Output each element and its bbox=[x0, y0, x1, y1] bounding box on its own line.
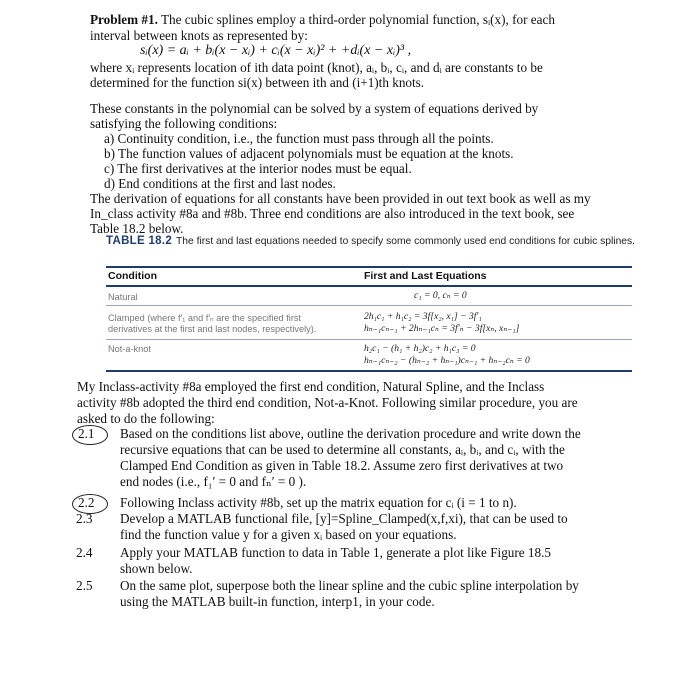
table-row-divider-2 bbox=[106, 339, 632, 340]
table-top-rule bbox=[106, 266, 632, 268]
table-row-clamped-condition: Clamped (where f′₁ and f′ₙ are the specified first derivatives at the first and last nodes, respectively). bbox=[108, 313, 317, 334]
table-row-clamped-eq-2: hₙ₋₁cₙ₋₁ + 2hₙ₋₁cₙ = 3f′ₙ − 3f[xₙ, xₙ₋₁] bbox=[364, 323, 520, 334]
table-row-clamped-eq-1: 2h₁c₁ + h₁c₂ = 3f[x₂, x₁] − 3f′₁ bbox=[364, 311, 482, 322]
inclass-line-3: asked to do the following: bbox=[77, 411, 215, 426]
derivation-line-1: The derivation of equations for all constants have been provided in out text book as well as my bbox=[90, 191, 591, 206]
task-2-1-line-4: end nodes (i.e., f₁′ = 0 and fₙ′ = 0 ). bbox=[120, 474, 307, 489]
task-2-1-line-3: Clamped End Condition as given in Table 18.2. Assume zero first derivatives at two bbox=[120, 458, 564, 473]
condition-item-c: c) The first derivatives at the interior nodes must be equal. bbox=[104, 161, 412, 176]
task-2-1-line-1: Based on the conditions list above, outline the derivation procedure and write down the bbox=[120, 426, 581, 441]
derivation-line-2: In_class activity #8a and #8b. Three end conditions are also introduced in the text book, see bbox=[90, 206, 575, 221]
task-2-2-line-1: Following Inclass activity #8b, set up the matrix equation for cᵢ (i = 1 to n). bbox=[120, 495, 517, 510]
task-2-1-number: 2.1 bbox=[78, 426, 95, 441]
task-2-4-line-1: Apply your MATLAB function to data in Table 1, generate a plot like Figure 18.5 bbox=[120, 545, 551, 560]
table-header-rule bbox=[106, 285, 632, 287]
task-2-4-number: 2.4 bbox=[76, 545, 93, 560]
problem-intro-text: The cubic splines employ a third-order polynomial function, sᵢ(x), for each bbox=[157, 12, 555, 27]
table-row-notaknot-eq-1: h₂c₁ − (h₁ + h₂)c₂ + h₁c₃ = 0 bbox=[364, 343, 476, 354]
task-2-5-number: 2.5 bbox=[76, 578, 93, 593]
problem-intro-line-2: interval between knots as represented by: bbox=[90, 28, 308, 43]
task-2-3-number: 2.3 bbox=[76, 511, 93, 526]
spline-equation: sᵢ(x) = aᵢ + bᵢ(x − xᵢ) + cᵢ(x − xᵢ)² + +dᵢ(x − xᵢ)³ , bbox=[140, 43, 412, 58]
table-row-notaknot-eq-2: hₙ₋₁cₙ₋₂ − (hₙ₋₂ + hₙ₋₁)cₙ₋₁ + hₙ₋₂cₙ = 0 bbox=[364, 355, 530, 366]
condition-item-a: a) Continuity condition, i.e., the function must pass through all the points. bbox=[104, 131, 494, 146]
task-2-1-line-2: recursive equations that can be used to determine all constants, aᵢ, bᵢ, and cᵢ, with the bbox=[120, 442, 565, 457]
task-2-3-line-2: find the function value y for a given xᵢ based on your equations. bbox=[120, 527, 457, 542]
task-2-3-line-1: Develop a MATLAB functional file, [y]=Spline_Clamped(x,f,xi), that can be used to bbox=[120, 511, 568, 526]
conditions-intro-line-1: These constants in the polynomial can be solved by a system of equations derived by bbox=[90, 101, 539, 116]
table-caption-text: The first and last equations needed to specify some commonly used end conditions for cubic splines. bbox=[176, 236, 636, 247]
derivation-line-3: Table 18.2 below. bbox=[90, 221, 184, 236]
task-2-2-number: 2.2 bbox=[78, 495, 95, 510]
table-row-natural-condition: Natural bbox=[108, 292, 138, 302]
inclass-line-2: activity #8b adopted the third end condition, Not-a-Knot. Following similar procedure, you are bbox=[77, 395, 578, 410]
table-bottom-rule bbox=[106, 370, 632, 372]
where-line-1: where xᵢ represents location of ith data point (knot), aᵢ, bᵢ, cᵢ, and dᵢ are constants to be bbox=[90, 60, 543, 75]
condition-item-d: d) End conditions at the first and last nodes. bbox=[104, 176, 336, 191]
table-row-natural-eq: c₁ = 0, cₙ = 0 bbox=[414, 290, 467, 301]
task-2-4-line-2: shown below. bbox=[120, 561, 193, 576]
where-line-2: determined for the function si(x) between ith and (i+1)th knots. bbox=[90, 75, 425, 90]
condition-item-b: b) The function values of adjacent polynomials must be equation at the knots. bbox=[104, 146, 514, 161]
inclass-line-1: My Inclass-activity #8a employed the first end condition, Natural Spline, and the Inclass bbox=[77, 379, 545, 394]
problem-intro-line-1 bbox=[90, 12, 555, 28]
table-header-condition: Condition bbox=[108, 270, 157, 282]
task-2-5-line-2: using the MATLAB built-in function, interp1, in your code. bbox=[120, 594, 435, 609]
table-row-notaknot-condition: Not-a-knot bbox=[108, 344, 151, 354]
conditions-intro-line-2: satisfying the following conditions: bbox=[90, 116, 278, 131]
table-label: TABLE 18.2 bbox=[106, 235, 173, 247]
table-caption bbox=[106, 235, 636, 247]
table-row-divider-1 bbox=[106, 305, 632, 306]
task-2-5-line-1: On the same plot, superpose both the linear spline and the cubic spline interpolation by bbox=[120, 578, 579, 593]
problem-label: Problem #1. bbox=[90, 12, 158, 27]
table-header-equations: First and Last Equations bbox=[364, 270, 487, 282]
